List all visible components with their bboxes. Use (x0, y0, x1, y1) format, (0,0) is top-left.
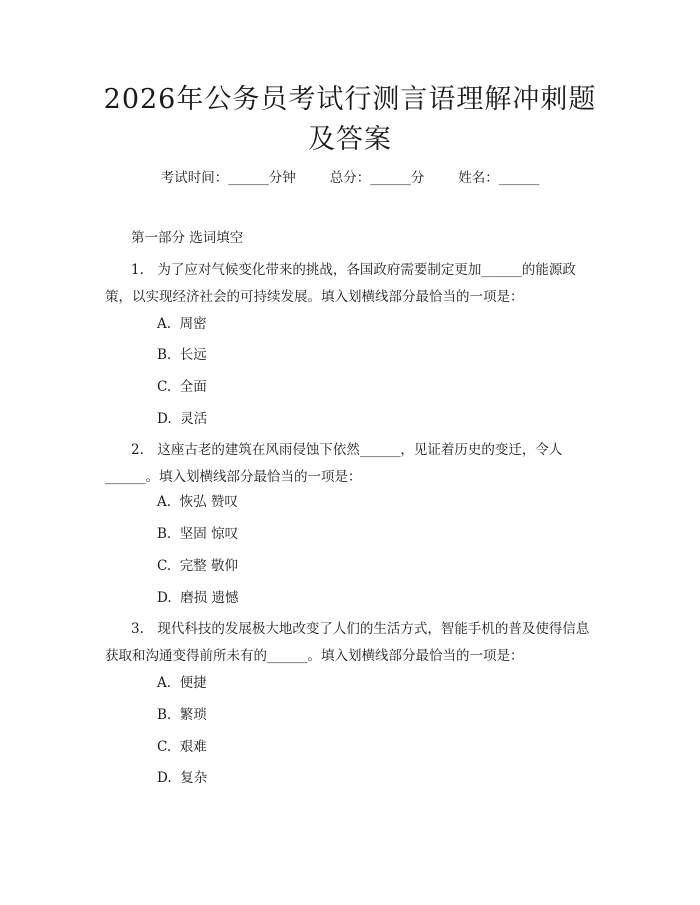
option-a: A. 周密 (157, 316, 207, 332)
question-stem: 1. 为了应对气候变化带来的挑战，各国政府需要制定更加______的能源政策，以实现经济社会的可持续发展。填入划横线部分最恰当的一项是： (105, 262, 576, 305)
option-a: A. 恢弘 赞叹 (157, 494, 238, 510)
option-d: D. 复杂 (157, 770, 208, 786)
option-c: C. 艰难 (157, 739, 207, 755)
section-title: 第一部分 选词填空 (131, 230, 244, 246)
total-score-field: 总分：______分 (329, 170, 425, 186)
option-d: D. 灵活 (157, 411, 208, 427)
exam-info-line (0, 168, 700, 188)
option-c: C. 全面 (157, 379, 207, 395)
option-b: B. 长远 (157, 347, 207, 363)
exam-time-field: 考试时间：______分钟 (160, 170, 296, 186)
name-field: 姓名：______ (458, 170, 540, 186)
option-a: A. 便捷 (157, 675, 207, 691)
document-title: 2026年公务员考试行测言语理解冲刺题及答案 (103, 84, 597, 155)
question-stem: 3. 现代科技的发展极大地改变了人们的生活方式，智能手机的普及使得信息获取和沟通变得前所未有的______。填入划横线部分最恰当的一项是： (105, 621, 590, 664)
question-stem: 2. 这座古老的建筑在风雨侵蚀下依然______，见证着历史的变迁，令人______。填入划横线部分最恰当的一项是： (105, 442, 563, 485)
option-b: B. 坚固 惊叹 (157, 526, 239, 542)
option-c: C. 完整 敬仰 (157, 558, 239, 574)
option-d: D. 磨损 遗憾 (157, 590, 239, 606)
option-b: B. 繁琐 (157, 707, 207, 723)
